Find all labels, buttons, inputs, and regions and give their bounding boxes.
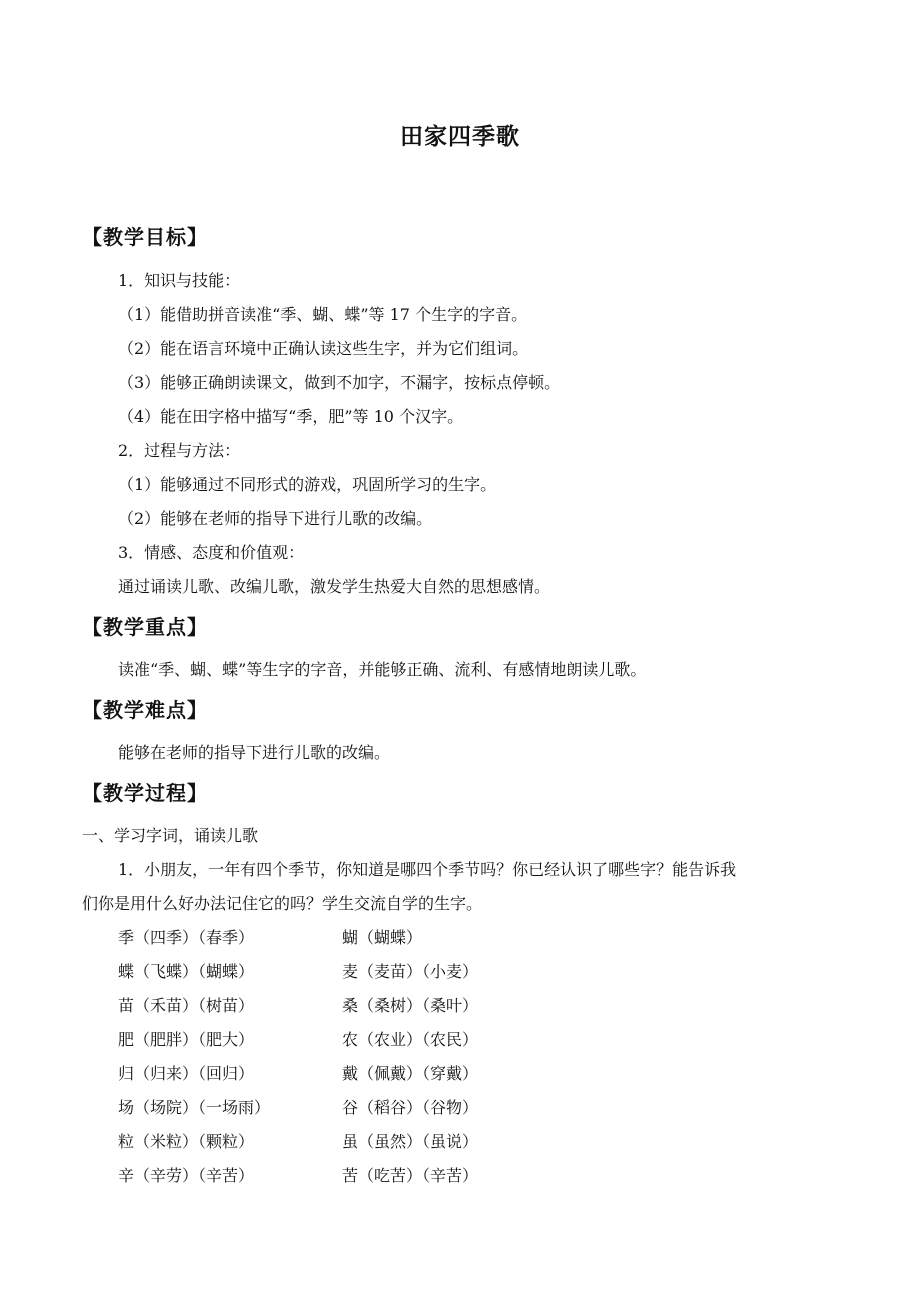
objective-item2-2: （2）能够在老师的指导下进行儿歌的改编。 (118, 509, 433, 528)
vocab-right: 蝴（蝴蝶） (342, 928, 423, 947)
objective-item1-2: （2）能在语言环境中正确认读这些生字，并为它们组词。 (118, 339, 529, 358)
objective-item1-title: 1．知识与技能： (118, 271, 241, 290)
vocab-right: 农（农业）（农民） (342, 1030, 479, 1049)
vocab-left: 场（场院）（一场雨） (118, 1098, 271, 1117)
vocab-left: 季（四季）（春季） (118, 928, 255, 947)
heading-difficulties: 【教学难点】 (82, 698, 208, 722)
heading-objectives: 【教学目标】 (82, 225, 208, 249)
vocab-right: 桑（桑树）（桑叶） (342, 996, 479, 1015)
objective-item1-1: （1）能借助拼音读准“季、蝴、蝶”等 17 个生字的字音。 (118, 305, 528, 324)
process-para1-line1: 1．小朋友，一年有四个季节，你知道是哪四个季节吗？你已经认识了哪些字？能告诉我 (118, 860, 737, 879)
heading-keypoints: 【教学重点】 (82, 615, 208, 639)
keypoints-text: 读准“季、蝴、蝶”等生字的字音，并能够正确、流利、有感情地朗读儿歌。 (118, 660, 647, 679)
vocab-left: 粒（米粒）（颗粒） (118, 1132, 255, 1151)
vocab-left: 辛（辛劳）（辛苦） (118, 1166, 255, 1185)
objective-item2-title: 2．过程与方法： (118, 441, 241, 460)
document-title: 田家四季歌 (400, 124, 520, 150)
vocab-right: 戴（佩戴）（穿戴） (342, 1064, 479, 1083)
vocab-right: 虽（虽然）（虽说） (342, 1132, 479, 1151)
heading-process: 【教学过程】 (82, 781, 208, 805)
process-section1: 一、学习字词，诵读儿歌 (82, 826, 259, 845)
vocab-right: 苦（吃苦）（辛苦） (342, 1166, 479, 1185)
difficulties-text: 能够在老师的指导下进行儿歌的改编。 (118, 743, 391, 762)
vocab-left: 苗（禾苗）（树苗） (118, 996, 255, 1015)
vocab-left: 蝶（飞蝶）（蝴蝶） (118, 962, 255, 981)
vocab-left: 肥（肥胖）（肥大） (118, 1030, 255, 1049)
objective-item3-text: 通过诵读儿歌、改编儿歌，激发学生热爱大自然的思想感情。 (118, 577, 551, 596)
vocab-right: 麦（麦苗）（小麦） (342, 962, 479, 981)
vocab-left: 归（归来）（回归） (118, 1064, 255, 1083)
vocab-right: 谷（稻谷）（谷物） (342, 1098, 479, 1117)
objective-item1-4: （4）能在田字格中描写“季，肥”等 10 个汉字。 (118, 407, 464, 426)
objective-item1-3: （3）能够正确朗读课文，做到不加字，不漏字，按标点停顿。 (118, 373, 561, 392)
objective-item3-title: 3．情感、态度和价值观： (118, 543, 305, 562)
objective-item2-1: （1）能够通过不同形式的游戏，巩固所学习的生字。 (118, 475, 497, 494)
process-para1-line2: 们你是用什么好办法记住它的吗？学生交流自学的生字。 (82, 894, 483, 913)
